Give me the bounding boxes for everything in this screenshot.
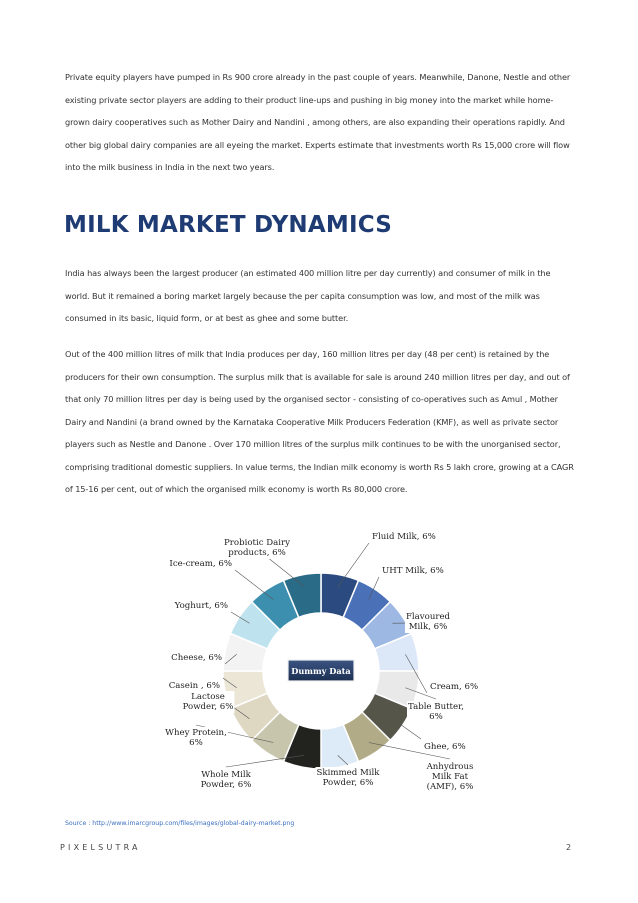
slice-label-table-butter: Table Butter, 6% bbox=[408, 702, 464, 722]
footer-brand: PIXELSUTRA bbox=[60, 843, 141, 852]
section-heading: MILK MARKET DYNAMICS bbox=[64, 212, 392, 238]
center-label: Dummy Data bbox=[291, 666, 351, 676]
dairy-donut-chart bbox=[160, 525, 490, 815]
source-link[interactable]: Source : http://www.imarcgroup.com/files/images/global-dairy-market.png bbox=[65, 820, 295, 827]
slice-label-yoghurt: Yoghurt, 6% bbox=[174, 601, 228, 611]
slice-label-cheese: Cheese, 6% bbox=[171, 653, 222, 663]
body-paragraph-2: Out of the 400 million litres of milk that India produces per day, 160 million litres per day (48 per cent) is retained by the producers for their own consumption. The surplus milk that is available for sale is around 240 million litres per day, and out of that only 70 million litres per day is being used by the organised sector - consisting of co-operatives such as Amul , Mother Dairy and Nandini (a brand owned by the Karnataka Cooperative Milk Producers Federation (KMF), as well as private sector players such as Nestle and Danone . Over 170 million litres of the surplus milk continues to be with the unorganised sector, comprising traditional domestic suppliers. In value terms, the Indian milk economy is worth Rs 5 lakh crore, growing at a CAGR of 15-16 per cent, out of which the organised milk economy is worth Rs 80,000 crore. bbox=[65, 349, 574, 494]
center-label-box bbox=[288, 660, 354, 681]
slice-label-uht-milk: UHT Milk, 6% bbox=[382, 566, 444, 576]
intro-paragraph: Private equity players have pumped in Rs 900 crore already in the past couple of years. Meanwhile, Danone, Nestle and other existing private sector players are adding to their product line-ups and pushing in big money into the market while home-grown dairy cooperatives such as Mother Dairy and Nandini , among others, are also expanding their operations rapidly. And other big global dairy companies are all eyeing the market. Experts estimate that investments worth Rs 15,000 crore will flow into the milk business in India in the next two years. bbox=[65, 72, 571, 172]
slice-label-cream: Cream, 6% bbox=[430, 682, 479, 692]
slice-label-anhydrous-milk-fat-amf: Anhydrous Milk Fat (AMF), 6% bbox=[426, 762, 474, 792]
slice-label-flavoured-milk: Flavoured Milk, 6% bbox=[405, 612, 451, 632]
slice-label-skimmed-milk-powder: Skimmed Milk Powder, 6% bbox=[316, 768, 380, 788]
slice-label-fluid-milk: Fluid Milk, 6% bbox=[372, 532, 436, 542]
slice-label-ice-cream: Ice-cream, 6% bbox=[169, 559, 232, 569]
body-paragraph-1: India has always been the largest producer (an estimated 400 million litre per day currently) and consumer of milk in the world. But it remained a boring market largely because the per capita consumption was low, and most of the milk was consumed in its basic, liquid form, or at best as ghee and some butter. bbox=[65, 268, 551, 323]
page-number: 2 bbox=[566, 843, 572, 852]
slice-label-whey-protein: Whey Protein, 6% bbox=[165, 728, 227, 748]
slice-label-casein: Casein , 6% bbox=[168, 681, 220, 691]
slice-label-whole-milk-powder: Whole Milk Powder, 6% bbox=[200, 770, 252, 790]
slice-label-probiotic-dairy-products: Probiotic Dairy products, 6% bbox=[224, 538, 290, 558]
slice-label-ghee: Ghee, 6% bbox=[424, 742, 466, 752]
leader-line-ice-cream bbox=[235, 570, 273, 599]
slice-label-lactose-powder: Lactose Powder, 6% bbox=[182, 692, 234, 712]
